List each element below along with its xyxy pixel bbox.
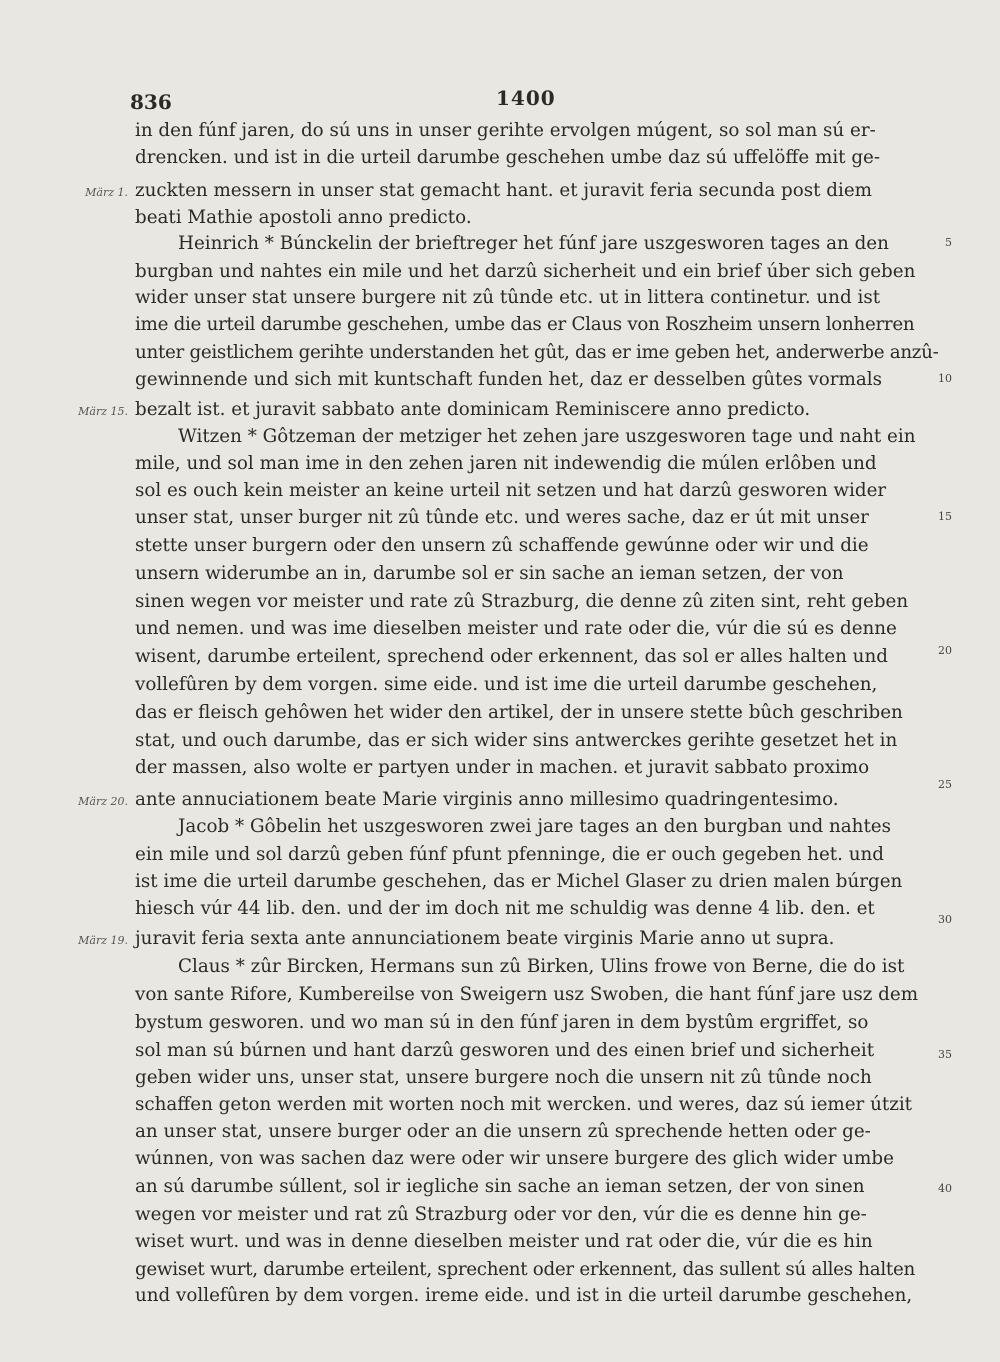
text-line: bystum gesworen. und wo man sú in den fúnf jaren in dem bystûm ergriffet, so [135,1012,869,1033]
text-line: burgban und nahtes ein mile und het darzû sicherheit und ein brief úber sich geben [135,261,916,282]
text-line: wider unser stat unsere burgere nit zû tûnde etc. ut in littera continetur. und ist [135,287,881,308]
text-line: Heinrich * Búnckelin der brieftreger het fúnf jare uszgesworen tages an den [178,233,889,254]
text-line: stette unser burgern oder den unsern zû schaffende gewúnne oder wir und die [135,535,869,556]
text-line: das er fleisch gehôwen het wider den artikel, der in unsere stette bûch geschriben [135,702,903,723]
text-line: Witzen * Gôtzeman der metziger het zehen jare uszgesworen tage und naht ein [178,426,916,447]
text-line: sol es ouch kein meister an keine urteil nit setzen und hat darzû gesworen wider [135,480,887,501]
text-line: mile, und sol man ime in den zehen jaren nit indewendig die múlen erlôben und [135,453,877,474]
margin-date: März 15. [78,405,128,418]
text-line: zuckten messern in unser stat gemacht hant. et juravit feria secunda post diem [135,180,873,201]
text-line: beati Mathie apostoli anno predicto. [135,207,472,228]
text-line: von sante Rifore, Kumbereilse von Sweigern usz Swoben, die hant fúnf jare usz dem [135,984,919,1005]
text-line: Claus * zûr Bircken, Hermans sun zû Birken, Ulins frowe von Berne, die do ist [178,956,905,977]
text-line: ante annuciationem beate Marie virginis anno millesimo quadringentesimo. [135,789,839,810]
line-number: 40 [938,1182,952,1195]
text-line: geben wider uns, unser stat, unsere burgere noch die unsern nit zû tûnde noch [135,1067,872,1088]
text-line: wúnnen, von was sachen daz were oder wir unsere burgere des glich wider umbe [135,1148,894,1169]
text-line: gewinnende und sich mit kuntschaft funden het, daz er desselben gûtes vormals [135,369,882,390]
line-number: 30 [938,913,952,926]
line-number: 20 [938,644,952,657]
text-line: in den fúnf jaren, do sú uns in unser gerihte ervolgen múgent, so sol man sú er- [135,120,876,141]
line-number: 10 [938,372,952,385]
line-number: 15 [938,510,952,523]
text-line: sol man sú búrnen und hant darzû gesworen und des einen brief und sicherheit [135,1040,875,1061]
text-line: gewiset wurt, darumbe erteilent, sprechent oder erkennent, das sullent sú alles halten [135,1259,915,1280]
text-line: vollefûren by dem vorgen. sime eide. und ist ime die urteil darumbe geschehen, [135,674,878,695]
text-line: unsern widerumbe an in, darumbe sol er sin sache an ieman setzen, der von [135,563,844,584]
text-line: wiset wurt. und was in denne dieselben meister und rat oder die, vúr die es hin [135,1231,873,1252]
text-line: und nemen. und was ime dieselben meister und rate oder die, vúr die sú es denne [135,618,897,639]
text-line: unser stat, unser burger nit zû tûnde etc. und weres sache, daz er út mit unser [135,507,869,528]
page-header-year: 1400 [496,86,556,110]
margin-date: März 1. [85,186,128,199]
margin-date: März 20. [78,795,128,808]
text-line: drencken. und ist in die urteil darumbe geschehen umbe daz sú uffelöffe mit ge- [135,147,881,168]
text-line: wegen vor meister und rat zû Strazburg oder vor den, vúr die es denne hin ge- [135,1204,867,1225]
text-line: und vollefûren by dem vorgen. ireme eide. und ist in die urteil darumbe geschehen, [135,1285,913,1306]
text-line: an unser stat, unsere burger oder an die unsern zû sprechende hetten oder ge- [135,1121,871,1142]
line-number: 5 [945,236,952,249]
text-line: der massen, also wolte er partyen under in machen. et juravit sabbato proximo [135,757,870,778]
page-number: 836 [130,90,172,114]
text-line: wisent, darumbe erteilent, sprechend oder erkennent, das sol er alles halten und [135,646,888,667]
text-line: an sú darumbe súllent, sol ir iegliche sin sache an ieman setzen, der von sinen [135,1176,865,1197]
text-line: stat, und ouch darumbe, das er sich wider sins antwerckes gerihte gesetzet het in [135,730,898,751]
text-line: schaffen geton werden mit worten noch mit wercken. und weres, daz sú iemer útzit [135,1094,913,1115]
text-line: ein mile und sol darzû geben fúnf pfunt pfenninge, die er ouch gegeben het. und [135,844,884,865]
text-line: ist ime die urteil darumbe geschehen, das er Michel Glaser zu drien malen búrgen [135,871,903,892]
line-number: 35 [938,1048,952,1061]
text-line: hiesch vúr 44 lib. den. und der im doch nit me schuldig was denne 4 lib. den. et [135,898,875,919]
line-number: 25 [938,778,952,791]
text-line: sinen wegen vor meister und rate zû Strazburg, die denne zû ziten sint, reht geben [135,591,909,612]
text-line: Jacob * Gôbelin het uszgesworen zwei jare tages an den burgban und nahtes [178,816,891,837]
text-line: bezalt ist. et juravit sabbato ante dominicam Reminiscere anno predicto. [135,399,811,420]
text-line: juravit feria sexta ante annunciationem beate virginis Marie anno ut supra. [135,928,835,949]
margin-date: März 19. [78,934,128,947]
text-line: unter geistlichem gerihte understanden het gût, das er ime geben het, anderwerbe anzû- [135,342,939,363]
text-line: ime die urteil darumbe geschehen, umbe das er Claus von Roszheim unsern lonherren [135,314,915,335]
